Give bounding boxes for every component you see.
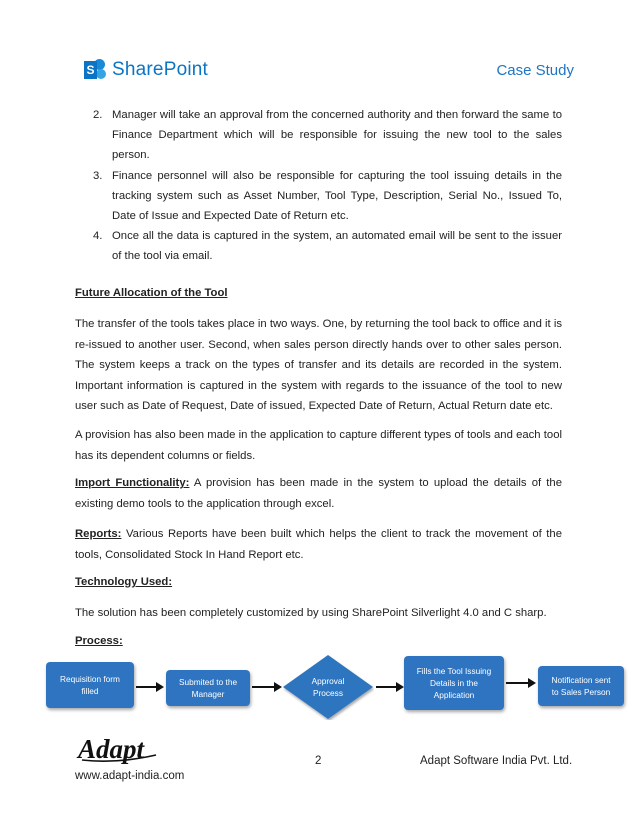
page-number: 2 [315, 755, 322, 767]
website-url: www.adapt-india.com [75, 770, 185, 782]
flow-node-requisition [46, 662, 134, 708]
list-number: 3. [93, 169, 103, 182]
flow-node-approval [282, 654, 374, 720]
node-line: Submited to the [178, 677, 238, 687]
flow-node-notification [538, 666, 624, 706]
node-line: to Sales Person [551, 687, 611, 697]
reports-lead: Reports: [75, 528, 122, 540]
section-heading-future-allocation: Future Allocation of the Tool [75, 287, 228, 299]
flow-arrow [506, 682, 534, 684]
process-flowchart [46, 654, 626, 724]
document-type: Case Study [496, 62, 574, 79]
node-line: Manager [191, 689, 225, 699]
import-text: A provision has been made in the system to upload the details of the existing demo tools to the application through excel. [75, 477, 562, 510]
flow-arrow [252, 686, 280, 688]
paragraph-transfer: The transfer of the tools takes place in two ways. One, by returning the tool back to office and it is re-issued to another user. Second, when sales person directly hands over to other sales person. The system keeps a track on the types of transfer and its details are recorded in the system. Important information is captured in the system with regards to the issuance of the tool to new user such as Date of Request, Date of issued, Expected Date of Return, Actual Return date etc. [75, 318, 562, 412]
flow-node-submitted [166, 670, 250, 706]
steps-list [75, 105, 562, 267]
logo-letter: S [84, 61, 97, 79]
adapt-logo [76, 733, 160, 770]
list-text: Manager will take an approval from the concerned authority and then forward the same to Finance Department which will be responsible for issuing the new tool to the sales person. [112, 109, 562, 162]
node-line: Requisition form [60, 674, 120, 684]
section-heading-technology: Technology Used: [75, 576, 173, 588]
node-line: Details in the [430, 678, 478, 688]
paragraph-technology: The solution has been completely customized by using SharePoint Silverlight 4.0 and C sharp. [75, 607, 547, 619]
flow-arrow [376, 686, 402, 688]
sharepoint-logo [84, 59, 208, 81]
sharepoint-logo-icon [84, 59, 106, 81]
paragraph-import [75, 473, 562, 514]
node-line: Process [313, 688, 343, 698]
node-line: filled [81, 686, 99, 696]
list-number: 4. [93, 230, 103, 243]
node-line: Notification sent [551, 675, 611, 685]
adapt-logo-text: Adapt [78, 734, 145, 764]
flow-node-fills-details [404, 656, 504, 710]
list-text: Finance personnel will also be responsible for capturing the tool issuing details in the tracking system such as Asset Number, Tool Type, Description, Serial No., Issued To, Date of Issue and Expected Date of Return etc. [112, 169, 562, 223]
node-line: Fills the Tool Issuing [416, 666, 492, 676]
import-lead: Import Functionality: [75, 477, 190, 489]
list-item [75, 226, 562, 266]
list-text: Once all the data is captured in the system, an automated email will be sent to the issuer of the tool via email. [112, 230, 562, 263]
company-name: Adapt Software India Pvt. Ltd. [420, 755, 573, 767]
paragraph-reports [75, 524, 562, 565]
node-line: Application [433, 690, 475, 700]
flow-arrow [136, 686, 162, 688]
logo-text: SharePoint [112, 59, 209, 80]
reports-text: Various Reports have been built which helps the client to track the movement of the tools, Consolidated Stock In Hand Report etc. [75, 528, 562, 561]
paragraph-provision: A provision has also been made in the application to capture different types of tools and each tool has its dependent columns or fields. [75, 429, 562, 462]
list-item [75, 105, 562, 166]
list-item [75, 166, 562, 227]
section-heading-process: Process: [75, 635, 123, 647]
adapt-logo-graphic [76, 733, 160, 765]
list-number: 2. [93, 109, 103, 121]
node-line: Approval [311, 676, 345, 686]
